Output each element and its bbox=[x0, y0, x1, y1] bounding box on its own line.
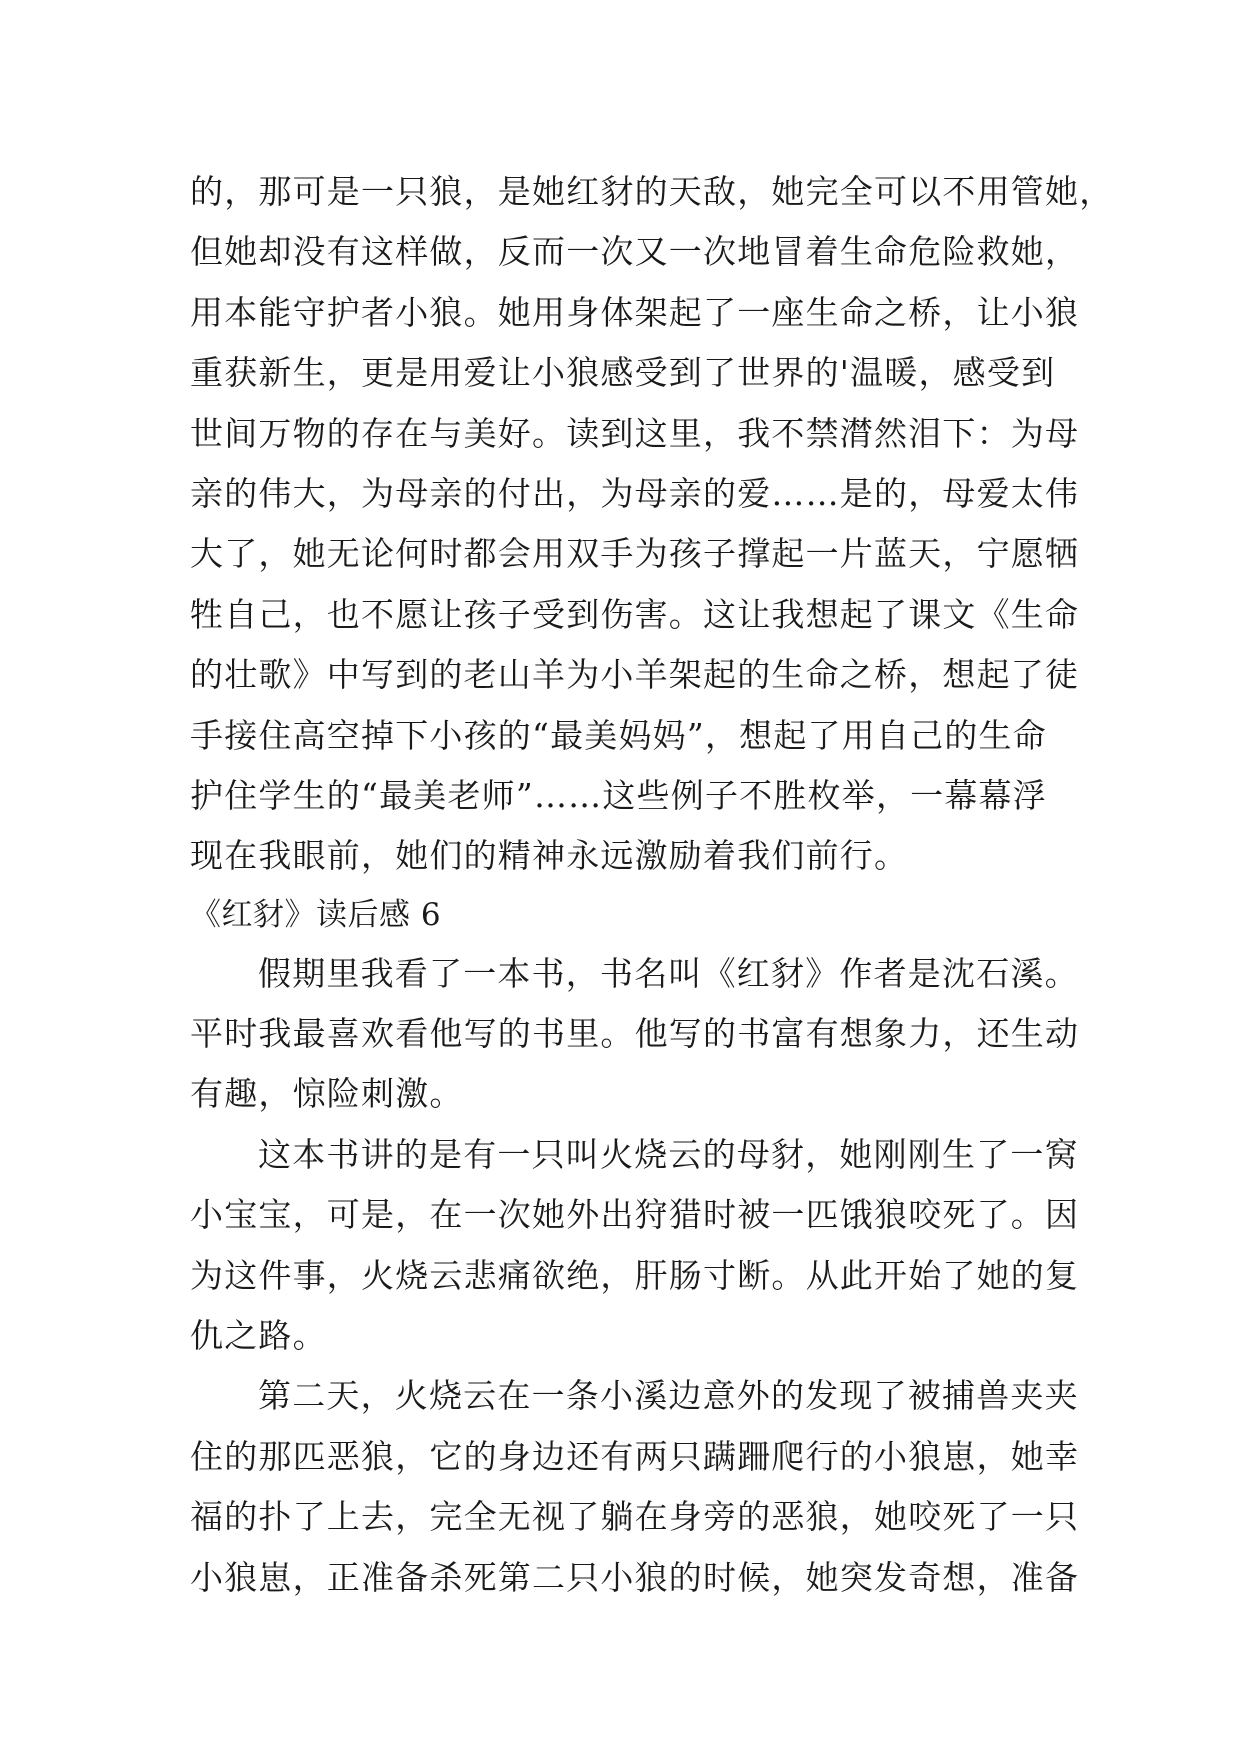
text-line: 假期里我看了一本书，书名叫《红豺》作者是沈石溪。 bbox=[258, 953, 1079, 993]
text-line: 重获新生，更是用爱让小狼感受到了世界的'温暖，感受到 bbox=[190, 353, 1056, 393]
section-heading: 《红豺》读后感 6 bbox=[190, 896, 442, 933]
text-line: 的，那可是一只狼，是她红豺的天敌，她完全可以不用管她， bbox=[190, 172, 1114, 211]
text-line: 为这件事，火烧云悲痛欲绝，肝肠寸断。从此开始了她的复 bbox=[190, 1255, 1080, 1295]
paragraph-2 bbox=[190, 1125, 1080, 1367]
paragraph-continued bbox=[190, 162, 1114, 887]
text-line: 平时我最喜欢看他写的书里。他写的书富有想象力，还生动 bbox=[190, 1014, 1080, 1054]
paragraph-1 bbox=[190, 944, 1080, 1125]
text-line: 手接住高空掉下小孩的“最美妈妈”，想起了用自己的生命 bbox=[190, 715, 1047, 755]
paragraph-3 bbox=[190, 1366, 1080, 1608]
text-line: 这本书讲的是有一只叫火烧云的母豺，她刚刚生了一窝 bbox=[258, 1134, 1079, 1174]
text-line: 第二天，火烧云在一条小溪边意外的发现了被捕兽夹夹 bbox=[258, 1376, 1079, 1416]
text-line: 护住学生的“最美老师”……这些例子不胜枚举，一幕幕浮 bbox=[190, 775, 1047, 815]
document-body bbox=[190, 162, 1114, 1608]
text-line: 的壮歌》中写到的老山羊为小羊架起的生命之桥，想起了徒 bbox=[190, 655, 1080, 695]
text-line: 牲自己，也不愿让孩子受到伤害。这让我想起了课文《生命 bbox=[190, 594, 1080, 634]
text-line: 住的那匹恶狼，它的身边还有两只蹒跚爬行的小狼崽，她幸 bbox=[190, 1436, 1080, 1476]
text-line: 福的扑了上去，完全无视了躺在身旁的恶狼，她咬死了一只 bbox=[190, 1497, 1080, 1537]
text-line: 小宝宝，可是，在一次她外出狩猎时被一匹饿狼咬死了。因 bbox=[190, 1195, 1080, 1235]
text-line: 仇之路。 bbox=[190, 1316, 327, 1356]
text-line: 大了，她无论何时都会用双手为孩子撑起一片蓝天，宁愿牺 bbox=[190, 534, 1080, 574]
text-line: 用本能守护者小狼。她用身体架起了一座生命之桥，让小狼 bbox=[190, 292, 1080, 332]
text-line: 有趣，惊险刺激。 bbox=[190, 1074, 464, 1114]
text-line: 世间万物的存在与美好。读到这里，我不禁潸然泪下：为母 bbox=[190, 413, 1080, 453]
text-line: 现在我眼前，她们的精神永远激励着我们前行。 bbox=[190, 836, 909, 876]
text-line: 小狼崽，正准备杀死第二只小狼的时候，她突发奇想，准备 bbox=[190, 1557, 1080, 1597]
text-line: 但她却没有这样做，反而一次又一次地冒着生命危险救她， bbox=[190, 232, 1080, 272]
text-line: 亲的伟大，为母亲的付出，为母亲的爱……是的，母爱太伟 bbox=[190, 473, 1080, 513]
